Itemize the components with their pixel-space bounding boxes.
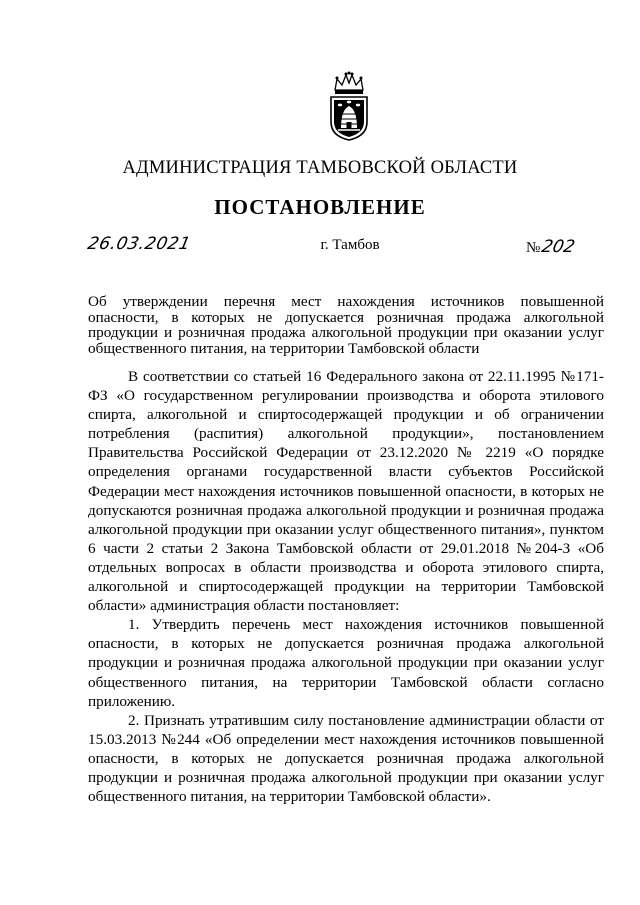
document-type: ПОСТАНОВЛЕНИЕ [214,195,426,219]
item-2-paragraph: 2. Признать утратившим силу постановление администрации области от 15.03.2013 №244 «Об определении мест нахождения источников повышенной опасности, в которых не допускается розничная продажа алкогольной продукции и розничная продажа алкогольной продукции при оказании услуг общественного питания, на территории Тамбовской области». [88,711,604,806]
number-prefix: № [526,240,541,256]
tambov-coat-of-arms-icon [326,70,372,142]
document-meta-row [0,234,640,264]
organization-name: АДМИНИСТРАЦИЯ ТАМБОВСКОЙ ОБЛАСТИ [122,158,518,178]
document-number [526,237,575,257]
document-title: Об утверждении перечня мест нахождения источников повышенной опасности, в которых не допускается розничная продажа алкогольной продукции и розничная продажа алкогольной продукции при оказании услуг общественного питания, на территории Тамбовской области [88,293,604,357]
handwritten-date: 26.03.2021 [85,234,193,254]
preamble-paragraph: В соответствии со статьей 16 Федерального закона от 22.11.1995 №171-ФЗ «О государственном регулировании производства и оборота этилового спирта, алкогольной и спиртосодержащей продукции и об ограничении потребления (распития) алкогольной продукции», постановлением Правительства Российской Федерации от 23.12.2020 № 2219 «О порядке определения органами государственной власти субъектов Российской Федерации мест нахождения источников повышенной опасности, в которых не допускаются розничная продажа алкогольной продукции и розничная продажа алкогольной продукции при оказании услуг общественного питания», пунктом 6 части 2 статьи 2 Закона Тамбовской области от 29.01.2018 №204-З «Об отдельных вопросах в области производства и оборота этилового спирта, алкогольной и спиртосодержащей продукции на территории Тамбовской области» администрация области постановляет: [88,368,604,615]
city-label: г. Тамбов [320,237,380,253]
handwritten-number: 202 [540,237,577,257]
item-1-paragraph: 1. Утвердить перечень мест нахождения источников повышенной опасности, в которых не допускается розничная продажа алкогольной продукции и розничная продажа алкогольной продукции при оказании услуг общественного питания, на территории Тамбовской области согласно приложению. [88,616,604,710]
document-body [88,367,604,806]
